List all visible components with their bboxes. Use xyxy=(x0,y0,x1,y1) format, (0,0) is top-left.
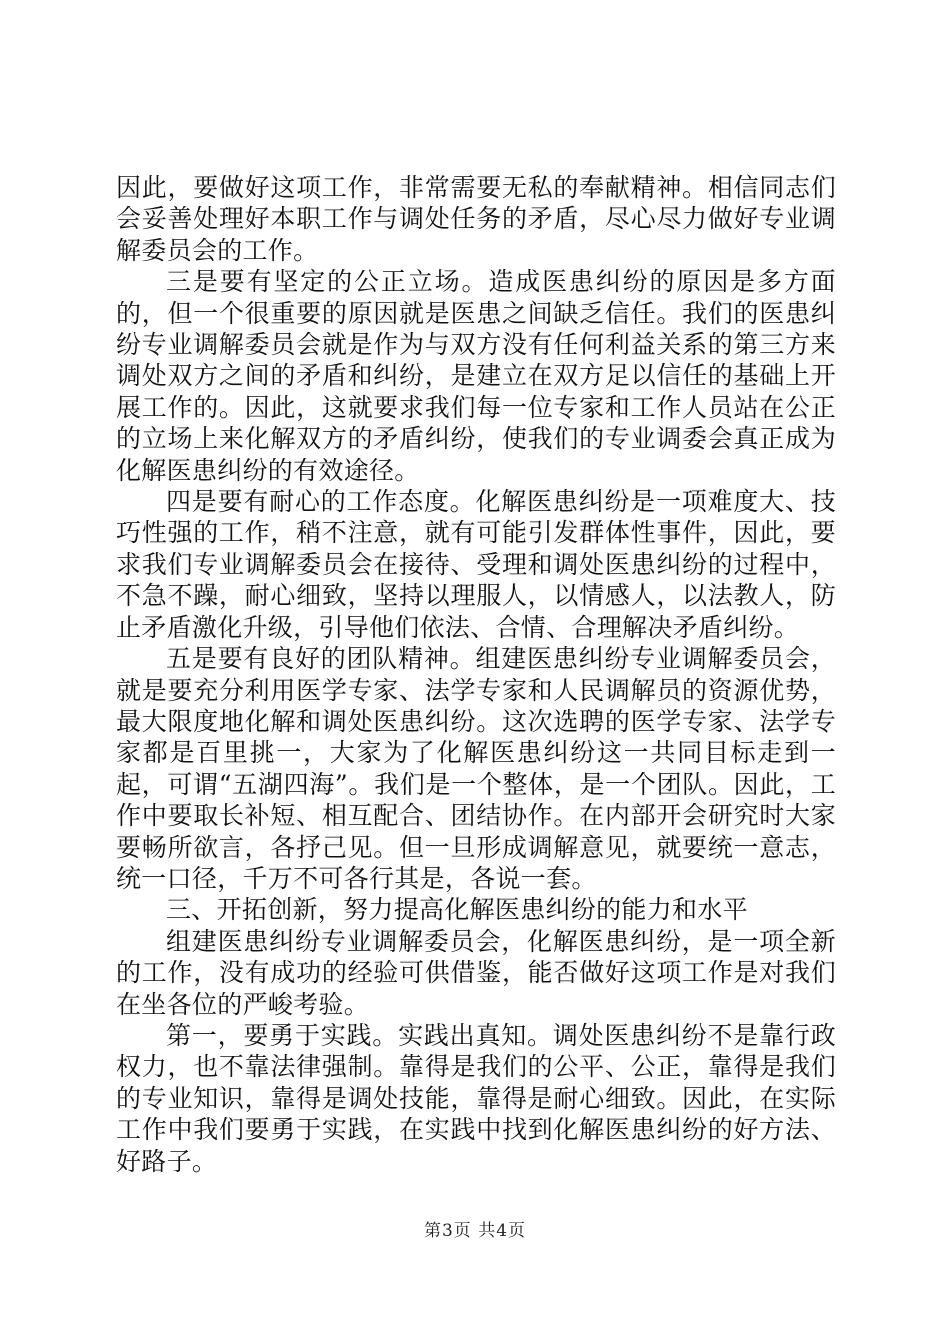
paragraph-5: 组建医患纠纷专业调解委员会，化解医患纠纷，是一项全新的工作，没有成功的经验可供借鉴，能否做好这项工作是对我们在坐各位的严峻考验。 xyxy=(116,926,836,1019)
paragraph-4: 五是要有良好的团队精神。组建医患纠纷专业调解委员会，就是要充分利用医学专家、法学专家和人民调解员的资源优势，最大限度地化解和调处医患纠纷。这次选聘的医学专家、法学专家都是百里挑一，大家为了化解医患纠纷这一共同目标走到一起，可谓“五湖四海”。我们是一个整体，是一个团队。因此，工作中要取长补短、相互配合、团结协作。在内部开会研究时大家要畅所欲言，各抒己见。但一旦形成调解意见，就要统一意志，统一口径，千万不可各行其是，各说一套。 xyxy=(116,644,836,893)
paragraph-3: 四是要有耐心的工作态度。化解医患纠纷是一项难度大、技巧性强的工作，稍不注意，就有可能引发群体性事件，因此，要求我们专业调解委员会在接待、受理和调处医患纠纷的过程中，不急不躁，耐心细致，坚持以理服人，以情感人，以法教人，防止矛盾激化升级，引导他们依法、合情、合理解决矛盾纠纷。 xyxy=(116,487,836,642)
paragraph-1: 因此，要做好这项工作，非常需要无私的奉献精神。相信同志们会妥善处理好本职工作与调处任务的矛盾，尽心尽力做好专业调解委员会的工作。 xyxy=(116,173,836,265)
document-body xyxy=(116,172,836,1177)
section-heading: 三、开拓创新，努力提高化解医患纠纷的能力和水平 xyxy=(166,895,748,925)
page-number-footer: 第3页 共4页 xyxy=(423,1221,527,1241)
paragraph-6: 第一，要勇于实践。实践出真知。调处医患纠纷不是靠行政权力，也不靠法律强制。靠得是我们的公平、公正，靠得是我们的专业知识，靠得是调处技能，靠得是耐心细致。因此，在实际工作中我们要勇于实践，在实践中找到化解医患纠纷的好方法、好路子。 xyxy=(116,1020,836,1176)
paragraph-2: 三是要有坚定的公正立场。造成医患纠纷的原因是多方面的，但一个很重要的原因就是医患之间缺乏信任。我们的医患纠纷专业调解委员会就是作为与双方没有任何利益关系的第三方来调处双方之间的矛盾和纠纷，是建立在双方足以信任的基础上开展工作的。因此，这就要求我们每一位专家和工作人员站在公正的立场上来化解双方的矛盾纠纷，使我们的专业调委会真正成为化解医患纠纷的有效途径。 xyxy=(116,267,836,485)
